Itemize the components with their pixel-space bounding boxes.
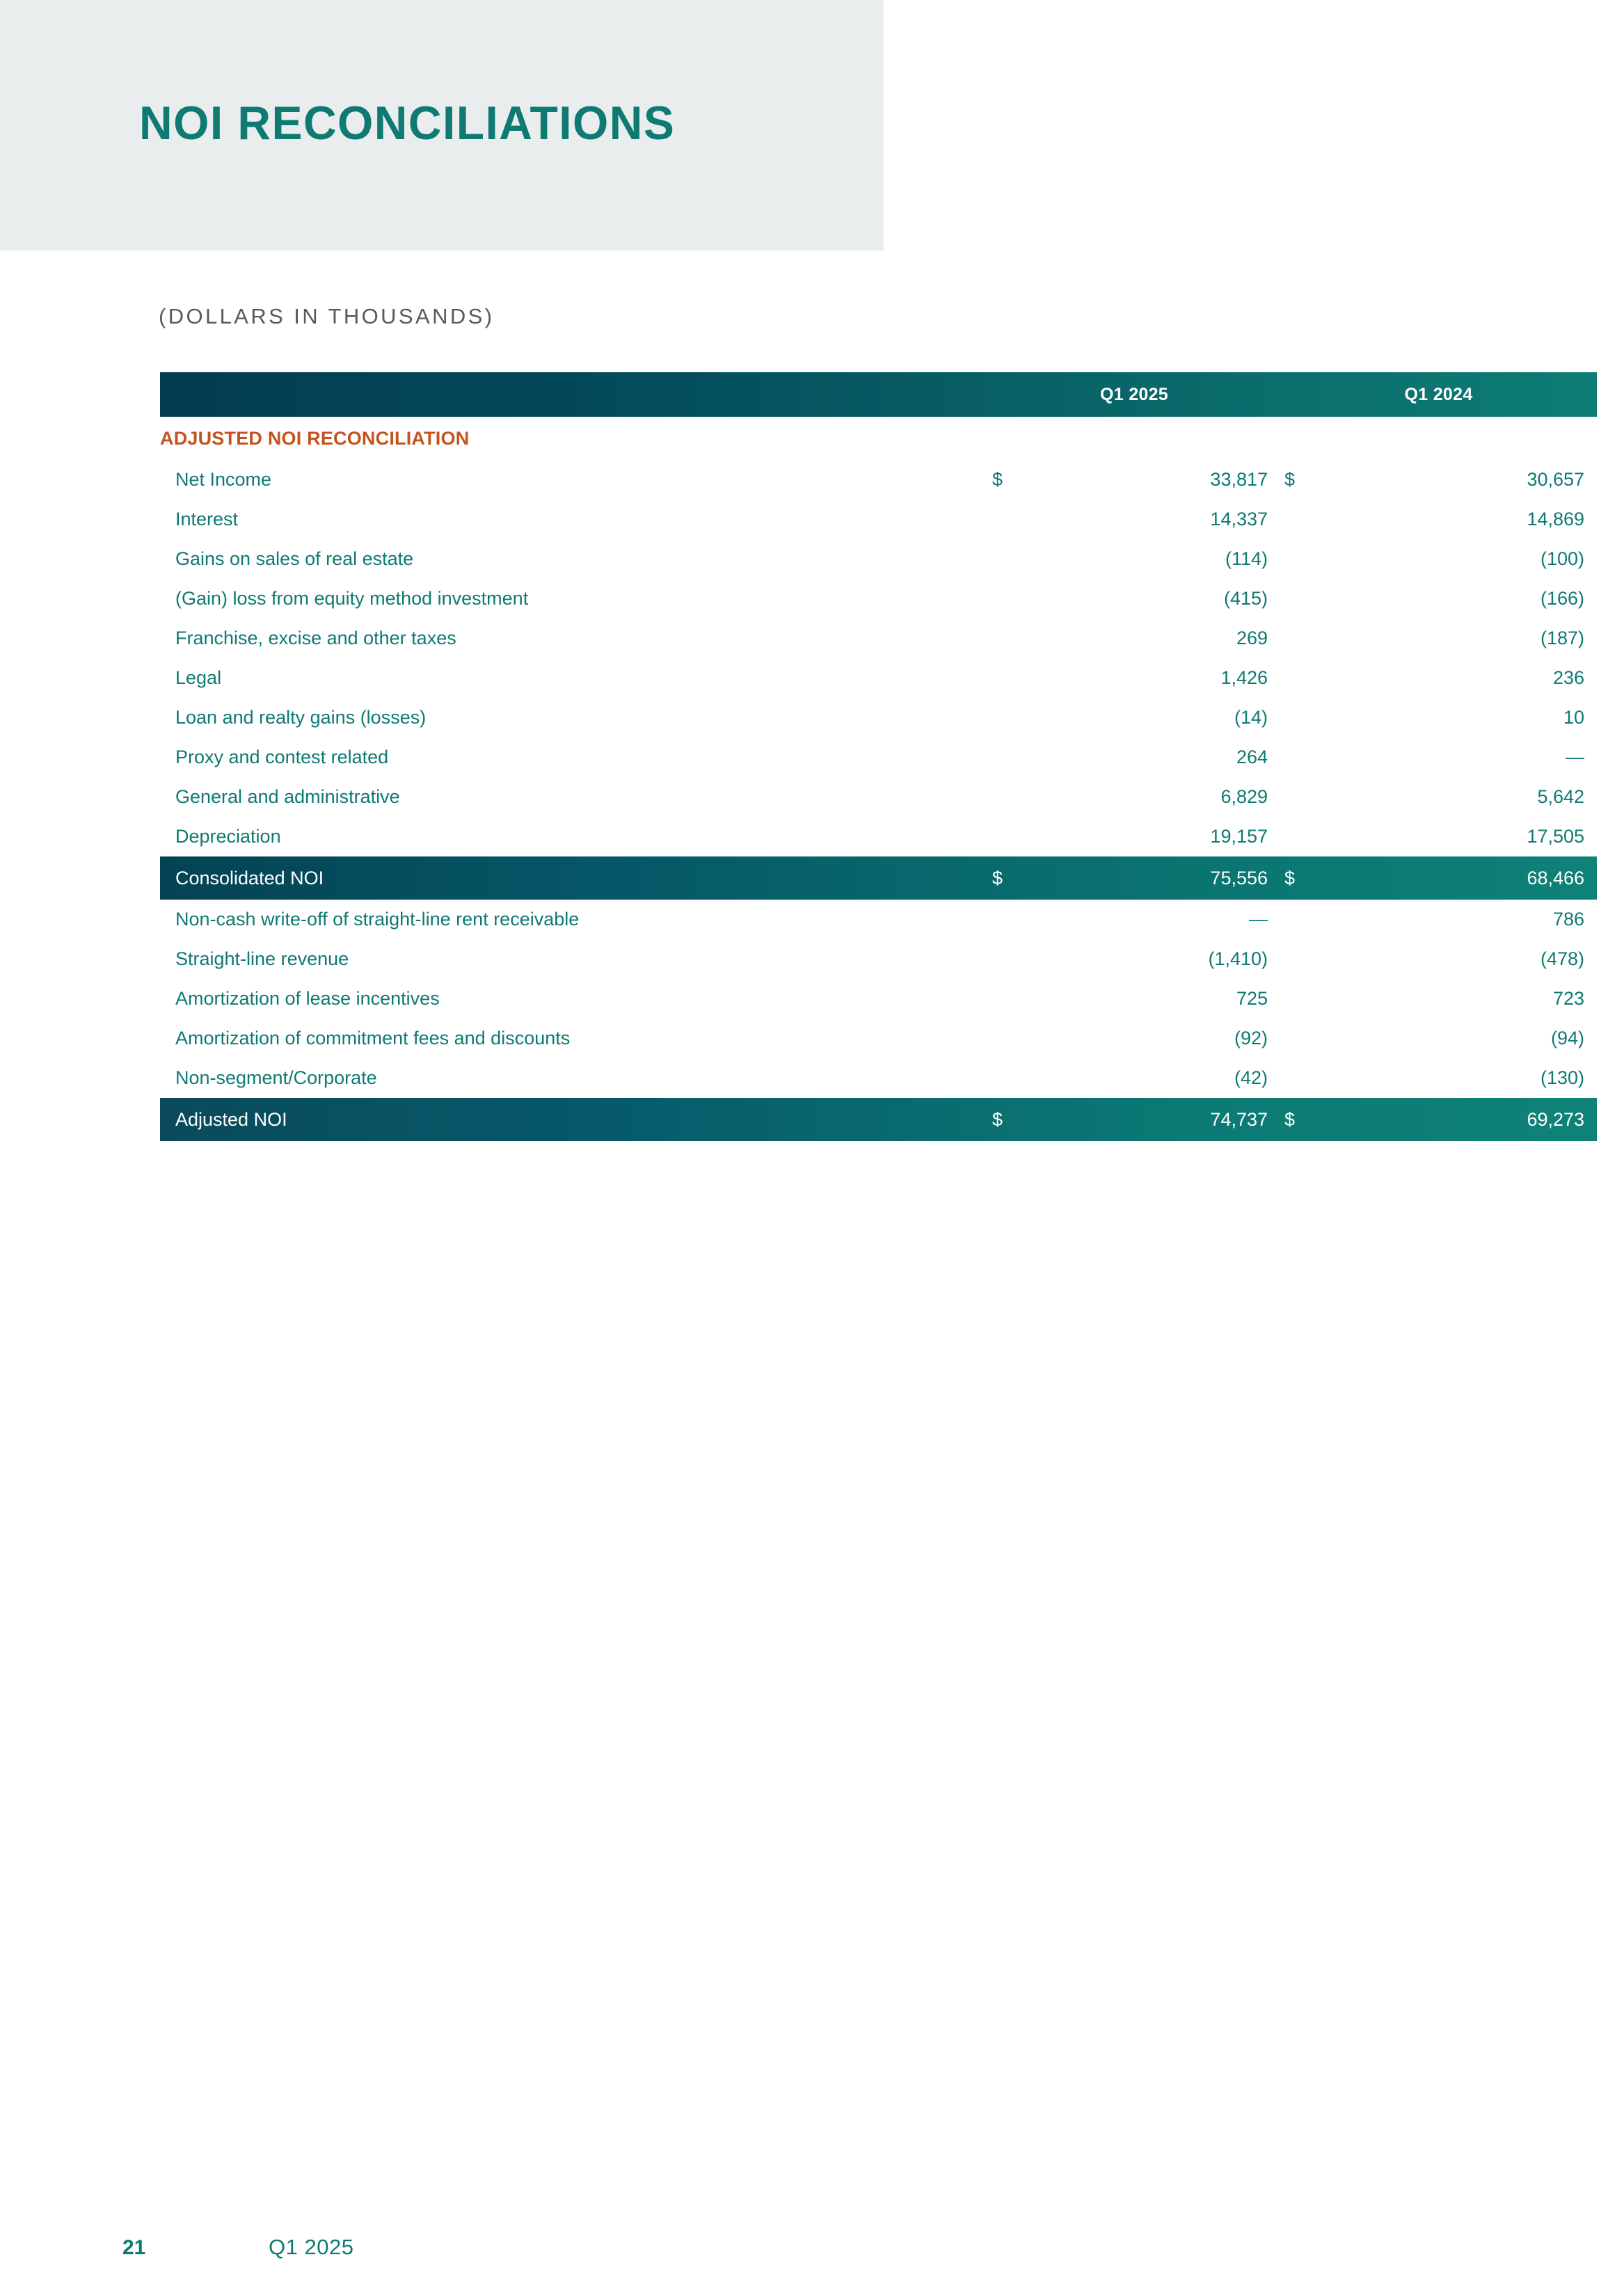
row-currency-q1-2024: $ [1284, 469, 1296, 490]
row-label: Consolidated NOI [175, 867, 324, 888]
row-label: Loan and realty gains (losses) [175, 707, 427, 728]
row-value-q1-2024: (130) [1541, 1067, 1585, 1088]
row-currency-q1-2024 [1280, 817, 1322, 856]
table-row [160, 579, 1597, 619]
row-label: General and administrative [175, 786, 400, 807]
table-row [160, 939, 1597, 979]
column-header-q1-2024: Q1 2024 [1404, 384, 1473, 404]
row-value-q1-2024: (94) [1551, 1028, 1585, 1049]
row-currency-q1-2024: $ [1284, 867, 1296, 888]
row-value-q1-2024: (187) [1541, 628, 1585, 648]
row-currency-q1-2025 [988, 900, 1030, 939]
table-row [160, 539, 1597, 579]
row-currency-q1-2024 [1280, 619, 1322, 658]
footer-period: Q1 2025 [269, 2235, 354, 2259]
row-currency-q1-2025 [988, 500, 1030, 539]
row-label: Non-cash write-off of straight-line rent receivable [175, 909, 580, 930]
row-value-q1-2025: (415) [1223, 588, 1268, 609]
row-currency-q1-2025 [988, 1019, 1030, 1058]
row-value-q1-2025: 14,337 [1210, 509, 1268, 529]
row-label: Amortization of lease incentives [175, 988, 440, 1009]
row-currency-q1-2024 [1280, 738, 1322, 777]
table-row [160, 698, 1597, 738]
table-body [160, 372, 1597, 1141]
row-label: Interest [175, 509, 239, 529]
row-currency-q1-2024 [1280, 900, 1322, 939]
row-value-q1-2024: (100) [1541, 548, 1585, 569]
table-row [160, 1058, 1597, 1098]
row-label: Adjusted NOI [175, 1108, 287, 1130]
row-label: (Gain) loss from equity method investment [175, 588, 529, 609]
table-row [160, 460, 1597, 500]
row-label: Amortization of commitment fees and discounts [175, 1028, 571, 1049]
row-label: Straight-line revenue [175, 948, 349, 969]
row-currency-q1-2025: $ [992, 867, 1003, 888]
table-row [160, 658, 1597, 698]
row-currency-q1-2024 [1280, 539, 1322, 579]
consolidated-noi-row [160, 856, 1597, 900]
units-subtitle: (DOLLARS IN THOUSANDS) [159, 304, 495, 328]
row-value-q1-2025: 269 [1236, 628, 1268, 648]
row-currency-q1-2024 [1280, 777, 1322, 817]
row-currency-q1-2024: $ [1284, 1108, 1296, 1130]
row-currency-q1-2025 [988, 539, 1030, 579]
row-currency-q1-2025 [988, 698, 1030, 738]
row-label: Depreciation [175, 826, 281, 847]
row-currency-q1-2025: $ [992, 469, 1003, 490]
row-currency-q1-2025 [988, 939, 1030, 979]
row-value-q1-2025: 725 [1236, 988, 1268, 1009]
row-value-q1-2025: 74,737 [1210, 1108, 1268, 1130]
row-currency-q1-2024 [1280, 979, 1322, 1019]
row-currency-q1-2024 [1280, 1058, 1322, 1098]
column-header-q1-2025: Q1 2025 [1100, 384, 1169, 404]
section-header-row [160, 417, 1597, 460]
row-value-q1-2024: 17,505 [1527, 826, 1585, 847]
page-title: NOI RECONCILIATIONS [139, 97, 676, 150]
row-value-q1-2025: (92) [1234, 1028, 1268, 1049]
row-label: Franchise, excise and other taxes [175, 628, 456, 648]
row-currency-q1-2025 [988, 817, 1030, 856]
row-value-q1-2025: 1,426 [1220, 667, 1268, 688]
row-value-q1-2024: — [1566, 747, 1585, 767]
title-band [0, 0, 884, 250]
row-value-q1-2025: 6,829 [1220, 786, 1268, 807]
row-currency-q1-2024 [1280, 698, 1322, 738]
row-value-q1-2024: 68,466 [1527, 867, 1585, 888]
table-row [160, 777, 1597, 817]
row-value-q1-2025: (1,410) [1208, 948, 1268, 969]
row-value-q1-2024: (166) [1541, 588, 1585, 609]
row-currency-q1-2025 [988, 619, 1030, 658]
table-row [160, 619, 1597, 658]
row-value-q1-2025: (14) [1234, 707, 1268, 728]
row-value-q1-2024: 30,657 [1527, 469, 1585, 490]
row-value-q1-2025: 264 [1236, 747, 1268, 767]
row-value-q1-2025: (114) [1225, 548, 1268, 569]
row-currency-q1-2024 [1280, 579, 1322, 619]
row-currency-q1-2024 [1280, 500, 1322, 539]
footer-page-number: 21 [122, 2236, 146, 2259]
table-row [160, 900, 1597, 939]
row-value-q1-2024: 786 [1552, 909, 1585, 930]
row-value-q1-2025: — [1249, 909, 1268, 930]
row-currency-q1-2025 [988, 738, 1030, 777]
noi-reconciliation-table-wrapper [160, 372, 1597, 1141]
page-footer [122, 2235, 353, 2260]
row-currency-q1-2025 [988, 979, 1030, 1019]
row-value-q1-2024: 10 [1563, 707, 1585, 728]
row-currency-q1-2025 [988, 658, 1030, 698]
adjusted-noi-row [160, 1098, 1597, 1141]
row-value-q1-2024: 236 [1552, 667, 1585, 688]
row-currency-q1-2024 [1280, 658, 1322, 698]
row-value-q1-2024: 723 [1552, 988, 1585, 1009]
row-value-q1-2025: (42) [1234, 1067, 1268, 1088]
row-label: Non-segment/Corporate [175, 1067, 377, 1088]
row-currency-q1-2025 [988, 777, 1030, 817]
noi-reconciliation-table [160, 372, 1597, 1141]
table-row [160, 738, 1597, 777]
row-label: Proxy and contest related [175, 747, 389, 767]
row-value-q1-2025: 75,556 [1210, 867, 1268, 888]
row-value-q1-2024: (478) [1541, 948, 1585, 969]
row-currency-q1-2024 [1280, 1019, 1322, 1058]
row-value-q1-2024: 69,273 [1527, 1108, 1585, 1130]
row-currency-q1-2025 [988, 1058, 1030, 1098]
row-label: Legal [175, 667, 222, 688]
table-row [160, 817, 1597, 856]
section-header-label: ADJUSTED NOI RECONCILIATION [160, 427, 470, 449]
row-value-q1-2024: 14,869 [1527, 509, 1585, 529]
row-currency-q1-2025 [988, 579, 1030, 619]
table-row [160, 979, 1597, 1019]
table-row [160, 1019, 1597, 1058]
row-currency-q1-2024 [1280, 939, 1322, 979]
row-label: Net Income [175, 469, 272, 490]
row-value-q1-2025: 33,817 [1210, 469, 1268, 490]
row-currency-q1-2025: $ [992, 1108, 1003, 1130]
row-label: Gains on sales of real estate [175, 548, 414, 569]
table-row [160, 500, 1597, 539]
row-value-q1-2024: 5,642 [1537, 786, 1585, 807]
column-header-label [160, 372, 988, 417]
row-value-q1-2025: 19,157 [1210, 826, 1268, 847]
table-header-row [160, 372, 1597, 417]
